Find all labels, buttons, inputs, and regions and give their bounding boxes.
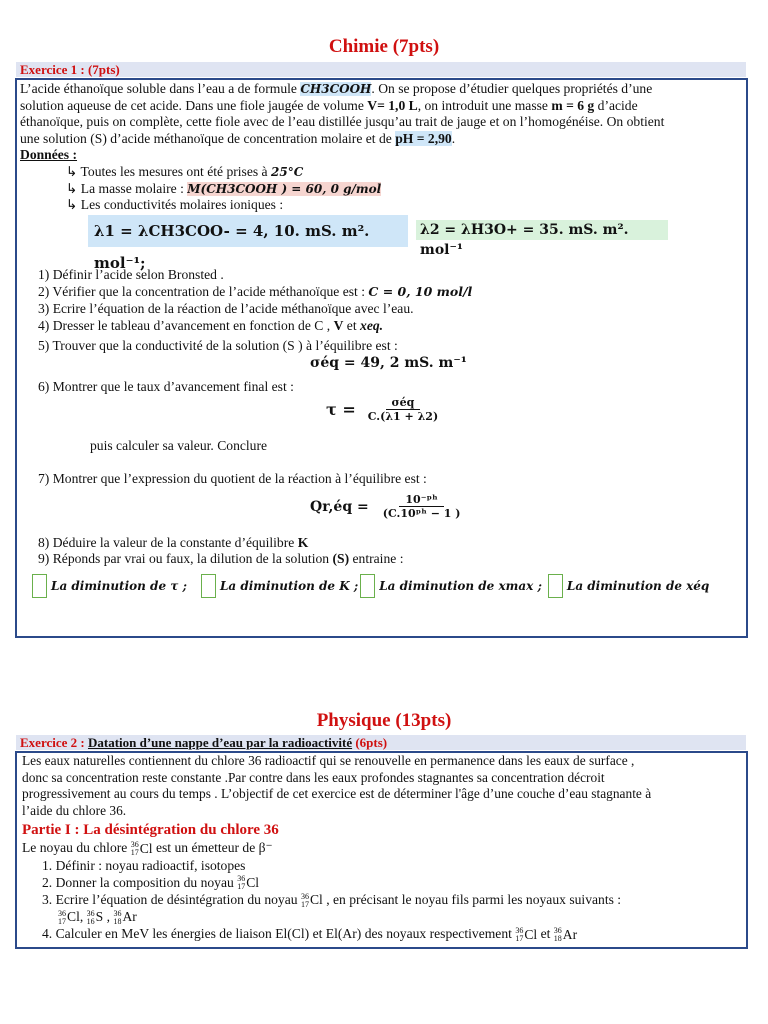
q-fraction xyxy=(377,493,467,520)
q-formula xyxy=(310,493,466,520)
mass-value: m = 6 g xyxy=(551,97,595,113)
nuclide-s xyxy=(87,909,104,926)
choice-checkbox-3[interactable] xyxy=(360,574,375,598)
nuclide-ar xyxy=(554,927,577,944)
arrow-icon: ↳ xyxy=(66,197,78,212)
item-2-text: 2. Donner la composition du noyau xyxy=(42,874,234,890)
question-9-text: 9) Réponds par vrai ou faux, la dilution de la solution xyxy=(38,551,330,566)
item-3 xyxy=(42,892,747,909)
partie-items xyxy=(42,858,747,943)
question-2-text: 2) Vérifier que la concentration de l’acide méthanoïque est : xyxy=(38,284,365,299)
nuclide-cl xyxy=(58,909,80,926)
phys-intro-3: progressivement au cours du temps . L’objectif de cet exercice est de déterminer l'âge d’une couche d’eau stagnante à xyxy=(22,786,652,801)
question-8 xyxy=(38,535,748,552)
q-lhs: Qr,éq = xyxy=(310,498,369,515)
question-4 xyxy=(38,318,748,335)
donnees-label: Données : xyxy=(20,147,78,162)
cl-a: 36 xyxy=(130,839,139,849)
cl-a: 36 xyxy=(515,925,524,935)
cl-symbol: Cl xyxy=(246,875,260,891)
intro-text: L’acide éthanoïque soluble dans l’eau a de formule xyxy=(20,81,297,96)
s-z: 16 xyxy=(86,916,95,926)
q-num: 10⁻ᵖʰ xyxy=(399,493,443,507)
item-4-text: 4. Calculer en MeV les énergies de liaison xyxy=(42,925,272,941)
phys-intro-1: Les eaux naturelles contiennent du chlore 36 radioactif qui se renouvelle en permanence dans les eaux de surface , xyxy=(22,753,635,768)
exercise-2-subject: Datation d’une nappe d’eau par la radioactivité xyxy=(87,735,353,750)
phys-intro-2: donc sa concentration reste constante .Par contre dans les eaux profondes stagnantes sa concentration décroit xyxy=(22,769,605,785)
item-3-tail: , en précisant le noyau fils parmi les noyaux suivants : xyxy=(326,891,622,907)
question-8-text: 8) Déduire la valeur de la constante d’équilibre xyxy=(38,535,295,550)
lambda-2: λ2 = λH3O+ = 35. mS. m². mol⁻¹ xyxy=(416,220,668,240)
data-1: Toutes les mesures ont été prises à xyxy=(80,164,268,179)
q4-v: V xyxy=(333,318,344,333)
sigma-eq: σéq = 49, 2 mS. m⁻¹ xyxy=(310,355,467,371)
intro-line4: une solution (S) d’acide méthanoïque de concentration molaire et de xyxy=(20,130,392,146)
q9-s: (S) xyxy=(332,551,350,566)
sep-comma: , xyxy=(79,908,84,924)
choice-2: La diminution de K ; xyxy=(219,579,359,593)
partie-intro xyxy=(22,840,744,857)
item-2 xyxy=(42,875,747,892)
partie-title: Partie I : La désintégration du chlore 36 xyxy=(22,822,279,838)
item-4-and: et xyxy=(540,925,551,941)
question-1: 1) Définir l’acide selon Bronsted . xyxy=(38,267,224,282)
cl-z: 17 xyxy=(237,882,246,892)
exercise-2-header xyxy=(16,735,746,750)
exercise-2-intro xyxy=(22,753,744,819)
choice-checkbox-1[interactable] xyxy=(32,574,47,598)
intro-line2b: , on introduit une masse xyxy=(417,97,548,113)
q4-et: et xyxy=(346,318,357,333)
intro-line3: éthanoïque, puis on complète, cette fiole avec de l’eau distillée jusqu’au trait de jauge et on l’homogénéise. On obtient xyxy=(20,114,665,129)
ar-symbol: Ar xyxy=(122,909,137,925)
tau-den: C.(λ1 + λ2) xyxy=(367,410,439,423)
question-6: 6) Montrer que le taux d’avancement final est : xyxy=(38,379,294,394)
cl-z: 17 xyxy=(515,933,524,943)
question-7: 7) Montrer que l’expression du quotient de la réaction à l’équilibre est : xyxy=(38,471,427,486)
cl-symbol: Cl xyxy=(67,909,80,925)
phys-intro-4: l’aide du chlore 36. xyxy=(22,802,127,818)
tau-num: σéq xyxy=(386,396,421,410)
data-2: La masse molaire : xyxy=(80,180,184,196)
intro-line2c: d’acide xyxy=(597,97,638,113)
exercise-2-label: Exercice 2 : xyxy=(20,735,85,750)
ar-z: 18 xyxy=(553,933,562,943)
nuclide-cl xyxy=(131,841,153,858)
choice-row xyxy=(32,574,744,598)
exercise-1-header xyxy=(16,62,746,77)
choice-4: La diminution de xéq xyxy=(566,579,710,593)
s-symbol: S xyxy=(95,909,104,925)
ar-z: 18 xyxy=(113,916,122,926)
volume-value: V= 1,0 L xyxy=(367,97,418,113)
exercise-1-intro xyxy=(20,81,745,164)
choice-checkbox-4[interactable] xyxy=(548,574,563,598)
item-4 xyxy=(42,926,747,943)
cl-z: 17 xyxy=(58,916,66,926)
cl-symbol: Cl xyxy=(309,892,323,908)
intro-text-2: . On se propose d’étudier quelques propriétés d’une xyxy=(371,81,653,96)
intro-line4-end: . xyxy=(451,130,456,146)
data-3: Les conductivités molaires ioniques : xyxy=(80,197,284,212)
cl-symbol: Cl xyxy=(139,840,153,856)
item-3-text: 3. Ecrire l’équation de désintégration du noyau xyxy=(42,891,298,907)
nuclide-ar xyxy=(113,909,136,926)
cl-z: 17 xyxy=(130,847,139,857)
question-2 xyxy=(38,284,748,301)
cl-a: 36 xyxy=(237,874,246,884)
nuclide-cl xyxy=(301,892,323,909)
exercise-1-label: Exercice 1 : (7pts) xyxy=(20,62,120,77)
tau-lhs: τ = xyxy=(326,400,356,419)
q4-x: xeq. xyxy=(360,318,384,333)
data-1-value: 25°C xyxy=(271,165,304,179)
nuclide-cl xyxy=(237,875,259,892)
chimie-title: Chimie (7pts) xyxy=(328,36,440,57)
q8-k: K xyxy=(297,535,309,550)
question-4-text: 4) Dresser le tableau d’avancement en fonction de C , xyxy=(38,318,331,333)
question-5: 5) Trouver que la conductivité de la solution (S ) à l’équilibre est : xyxy=(38,338,398,353)
intro-line2a: solution aqueuse de cet acide. Dans une fiole jaugée de volume xyxy=(20,97,364,113)
sep-and: et xyxy=(312,925,323,941)
cl-symbol: Cl xyxy=(524,926,538,942)
choice-1: La diminution de τ ; xyxy=(51,579,187,593)
arrow-icon: ↳ xyxy=(66,180,78,196)
cl-z: 17 xyxy=(300,899,309,909)
lambda-1: λ1 = λCH3COO- = 4, 10. mS. m². mol⁻¹; xyxy=(88,215,408,247)
ar-a: 36 xyxy=(553,925,562,935)
cl-a: 36 xyxy=(58,908,66,918)
ar-a: 36 xyxy=(113,908,122,918)
daughter-list xyxy=(42,909,747,926)
data-list xyxy=(66,164,746,214)
tau-formula xyxy=(326,396,444,423)
cl-a: 36 xyxy=(300,891,309,901)
physique-title: Physique (13pts) xyxy=(316,710,452,731)
q9-end: entraine : xyxy=(352,551,404,566)
s-a: 36 xyxy=(86,908,95,918)
q2-value: C = 0, 10 mol/l xyxy=(368,284,473,299)
item-1: 1. Définir : noyau radioactif, isotopes xyxy=(42,858,246,873)
q-den: (C.10ᵖʰ − 1 ) xyxy=(382,507,461,520)
data-2-value: M(CH3COOH ) = 60, 0 g/mol xyxy=(187,181,382,196)
partie-intro-1: Le noyau du chlore xyxy=(22,840,128,855)
exercise-2-points: (6pts) xyxy=(355,735,388,750)
question-9 xyxy=(38,551,748,568)
el-ar: El(Ar) xyxy=(325,925,362,941)
ph-value: pH = 2,90 xyxy=(395,130,452,146)
question-3: 3) Ecrire l’équation de la réaction de l’acide méthanoïque avec l’eau. xyxy=(38,301,414,316)
el-cl: El(Cl) xyxy=(275,925,310,941)
item-4-mid: des noyaux respectivement xyxy=(364,925,512,941)
sep-comma: , xyxy=(106,908,111,924)
tau-conclude: puis calculer sa valeur. Conclure xyxy=(90,438,268,453)
tau-fraction xyxy=(362,396,444,423)
ar-symbol: Ar xyxy=(562,926,578,942)
choice-checkbox-2[interactable] xyxy=(201,574,216,598)
arrow-icon: ↳ xyxy=(66,164,78,179)
formula-ch3cooh: CH3COOH xyxy=(300,82,372,96)
choice-3: La diminution de xmax ; xyxy=(379,579,542,593)
nuclide-cl xyxy=(515,927,537,944)
partie-intro-2: est un émetteur de β⁻ xyxy=(155,840,273,855)
